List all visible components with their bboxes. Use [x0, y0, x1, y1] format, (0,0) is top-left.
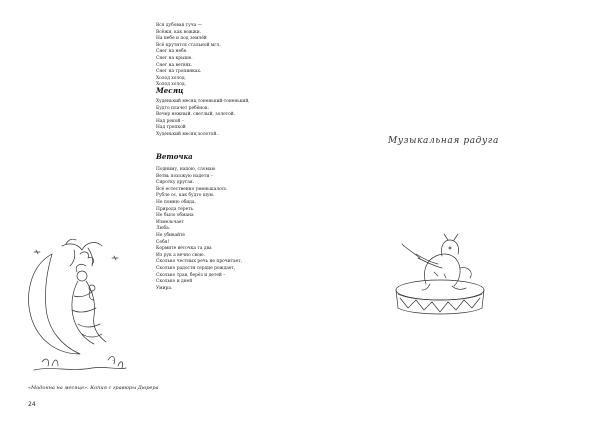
poem-title-branch: Веточка [156, 152, 193, 161]
poem-line: Снег на крыше. [156, 55, 193, 61]
poem-line: Не помню обида, [156, 199, 196, 205]
poem-line: Снег на небе. [156, 49, 188, 55]
madonna-on-moon-illustration [22, 236, 132, 376]
poem-untitled [156, 23, 286, 89]
poem-line: Из рук а вечно свою. [156, 252, 205, 258]
poem-line: Вся дубовая туча — [156, 23, 202, 28]
poem-line: Всёжи, как вожжи. [156, 29, 202, 35]
poem-line: Над рекой – [156, 118, 184, 124]
poem-line: Всё естественно уменьшалось [156, 186, 227, 192]
page-number: 24 [28, 401, 36, 408]
poem-line: Худенький месяц тоненький-тоненький, [156, 99, 250, 104]
poem-line: Не убивайте [156, 232, 186, 238]
poem-month [156, 99, 286, 139]
poem-line: Над тропкой [156, 125, 186, 131]
poem-line: Кормите веточка та два [156, 246, 212, 252]
poem-line: Будто плачет ребёнок. [156, 105, 210, 111]
poem-line: Себя! [156, 239, 170, 245]
poem-line: Природа тереть. [156, 206, 195, 212]
poem-line: Сколько трав, берёз и детей – [156, 272, 226, 278]
poem-line: Подниму, напою, сломаю [156, 167, 216, 172]
poem-line: Умира. [156, 285, 173, 291]
poem-line: Рубле ос, как будто шум. [156, 193, 215, 199]
poem-line: Ветвь похожую надети – [156, 173, 213, 179]
poem-line: Люба. [156, 226, 171, 232]
svg-text:~: ~ [112, 358, 116, 363]
section-title: Музыкальная радуга [388, 136, 499, 146]
poem-line: Вечер нежный, светлый, золотой. [156, 112, 236, 118]
poem-line: Худенький месяц золотой.. [156, 131, 220, 137]
poem-line: Холод холод. [156, 82, 186, 88]
poem-line: Измельчает [156, 219, 184, 225]
drum-and-piper-illustration [382, 232, 498, 324]
poem-branch [156, 167, 286, 292]
poem-line: Снег на тропинках. [156, 69, 202, 75]
poem-line: Холод холод. [156, 75, 186, 81]
right-page [300, 0, 600, 424]
poem-line: На небе и под землёй [156, 36, 207, 42]
poem-line: Сколько и дней [156, 279, 193, 285]
poem-line: Сколько честных речь не прочитает, [156, 259, 243, 265]
poem-line: Сиротку другая. [156, 180, 195, 186]
poem-line: Не было обмана [156, 213, 194, 219]
poem-line: Снег на ветвях. [156, 62, 193, 68]
poem-line: Сколько радости сердце рождает, [156, 265, 236, 271]
poem-line: Всё крутится стальной мгл. [156, 42, 221, 48]
illustration-caption: «Мадонна на месяце». Копия с гравюры Дюрера [28, 385, 159, 391]
poem-title-month: Месяц [156, 86, 184, 95]
